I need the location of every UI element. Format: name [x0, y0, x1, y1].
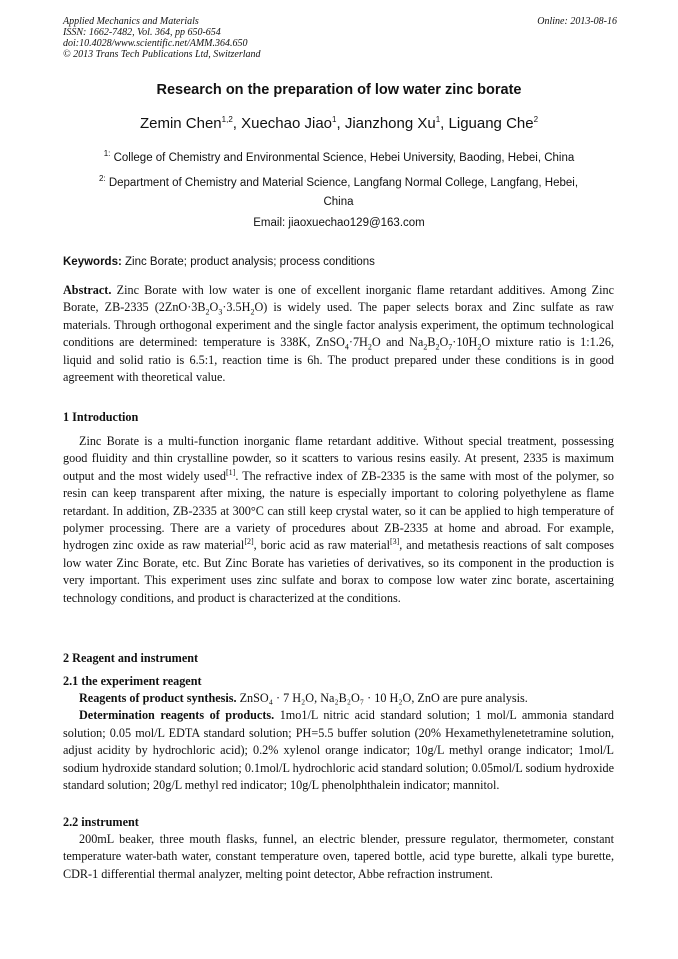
issn: ISSN: 1662-7482, Vol. 364, pp 650-654 [63, 27, 221, 38]
abstract-text: O) is widely used. The paper selects borax and Zinc sulfate as raw materials. Through orthogonal experiment and the single factor analysis experiment, the optimum technological conditions are determined: temperature is 338K, ZnSO [63, 300, 614, 350]
introduction-body [63, 433, 614, 607]
author-name: Zemin Chen [139, 115, 222, 132]
abstract-text: O [209, 300, 219, 315]
affiliation-mark: 1: [103, 149, 111, 159]
citation-ref[interactable]: [3] [389, 537, 400, 547]
intro-text: . The refractive index of ZB-2335 is the same with most of the polymer, so resin can keep transparent after mixing, the nature is especially important to coloring polyethylene as flame retardant. In addition, ZB-2335 at 300°C can still keep crystal water, so it can be applied to high temperature of polymer processing. There are a variety of procedures about ZB-2335 at home and abroad. For example, hydrogen zinc oxide as raw material [63, 468, 614, 553]
subsection-heading-instrument: 2.2 instrument [63, 815, 139, 829]
intro-text: , boric acid as raw material [253, 538, 390, 553]
paper-title: Research on the preparation of low water zinc borate [156, 82, 522, 98]
author-name: Liguang Che [448, 115, 534, 132]
affiliation-mark: 2: [98, 174, 106, 184]
abstract-text: O and Na [371, 335, 424, 350]
author-affiliation-mark: 1,2 [221, 115, 233, 124]
synthesis-text: ZnSO₄ · 7 H₂O, Na₂B₂O₇ · 10 H₂O, ZnO are pure analysis. [239, 691, 528, 705]
instrument-body [63, 831, 614, 883]
affiliation-country: China [323, 196, 354, 208]
reagent-body [63, 690, 614, 794]
affiliation-1 [0, 149, 678, 168]
determination-text: 1mo1/L nitric acid standard solution; 1 mol/L ammonia standard solution; 0.05 mol/L EDTA standard solution; PH=5.5 buffer solution (20% Hexamethylenetetramine solution, adjust acidity by hydrochloric acid); 0.2% xylenol orange indicator; 10g/L methyl orange indicator; 1mol/L sodium hydroxide standard solution; 0.1mol/L hydrochloric acid standard solution; 0.05mol/L sodium hydroxide standard solution; 20g/L methyl red indicator; 10g/L phenolphthalein indicator; mannitol. [63, 708, 614, 793]
abstract-text: ·10H [452, 335, 478, 350]
author-affiliation-mark: 1 [435, 115, 441, 124]
journal-header [63, 16, 617, 60]
keywords-text: Zinc Borate; product analysis; process conditions [125, 256, 375, 268]
citation-ref[interactable]: [2] [244, 537, 254, 547]
abstract-text: O [439, 335, 449, 350]
author-name: Jianzhong Xu [344, 115, 436, 132]
keywords-label: Keywords: [63, 256, 122, 268]
citation-ref[interactable]: [1] [226, 467, 236, 477]
affiliation-text: Department of Chemistry and Material Science, Langfang Normal College, Langfang, Hebei, [108, 177, 579, 189]
abstract: Abstract. Zinc Borate with low water is one of excellent inorganic flame retardant additives. Among Zinc Borate, ZB-2335 $(2ZnO\cdot 3B_2O_3\cdot 3.5H_2O)$ is widely used. The paper selects borax and Zinc sulfate as raw materials. Through orthogonal experiment and the single factor analysis experiment, the optimum technological conditions are determined: temperature is 338K, $ZnSO_4\cdot 7H_2O$ and $Na_2B_2O_7\cdot 10H_2O$ mixture ratio is 1:1.26, liquid and solid ratio is 6.5:1, reaction time is 6h. The product prepared under these conditions is in good agreement with theoretical value. [63, 283, 615, 385]
abstract-text: ·7H [348, 335, 368, 350]
affiliation-2 [63, 174, 614, 212]
copyright: © 2013 Trans Tech Publications Ltd, Switzerland [63, 49, 261, 60]
author-list: Zemin Chen$^{1,2}$, Xuechao Jiao$^1$, Jianzhong Xu$^1$, Liguang Che$^2$ [139, 115, 539, 132]
author-name: Xuechao Jiao [241, 115, 333, 132]
keywords [63, 256, 375, 268]
email: Email: jiaoxuechao129@163.com [253, 217, 425, 229]
abstract-text: B [427, 335, 436, 350]
section-heading-reagent: 2 Reagent and instrument [63, 651, 199, 665]
section-heading-introduction: 1 Introduction [63, 410, 139, 424]
online-date: Online: 2013-08-16 [537, 16, 617, 27]
subsection-heading-reagent: 2.1 the experiment reagent [63, 674, 202, 688]
abstract-text: O mixture ratio is 1:1.26, liquid and solid ratio is 6.5:1, reaction time is 6h. The product prepared under these conditions is in good agreement with theoretical value. [63, 335, 615, 385]
affiliation-text: College of Chemistry and Environmental Science, Hebei University, Baoding, Hebei, China [113, 152, 575, 164]
abstract-text: ·3.5H [222, 300, 251, 315]
doi: doi:10.4028/www.scientific.net/AMM.364.650 [63, 38, 248, 49]
journal-name: Applied Mechanics and Materials [63, 16, 199, 27]
determination-label: Determination reagents of products. [79, 708, 275, 723]
abstract-label: Abstract. [63, 283, 112, 297]
author-affiliation-mark: 1 [332, 115, 337, 124]
author-affiliation-mark: 2 [533, 115, 539, 124]
intro-text: Zinc Borate is a multi-function inorganic flame retardant additive. Without special treatment, possessing good fluidity and thin crystalline powder, so it scatters to various resins easily. At present, 2335 is maximum output and the most widely used [63, 434, 614, 483]
synthesis-label: Reagents of product synthesis. [79, 691, 237, 705]
instrument-text: 200mL beaker, three mouth flasks, funnel, an electric blender, pressure regulator, thermometer, constant temperature water-bath water, constant temperature oven, tapered bottle, acid type burette, alkali type burette, CDR-1 differential thermal analyzer, melting point detector, Abbe refraction instrument. [63, 832, 614, 881]
intro-text: , and metathesis reactions of salt composes low water Zinc Borate, etc. But Zinc Borate has varieties of derivatives, so its component in the production is very important. This experiment uses zinc sulfate and borax to compose low water zinc borate, ascertaining technology conditions, and product is characterized at the conditions. [63, 538, 614, 605]
abstract-text: Zinc Borate with low water is one of excellent inorganic flame retardant additives. Among Zinc Borate, ZB-2335 (2ZnO·3B [63, 283, 615, 315]
